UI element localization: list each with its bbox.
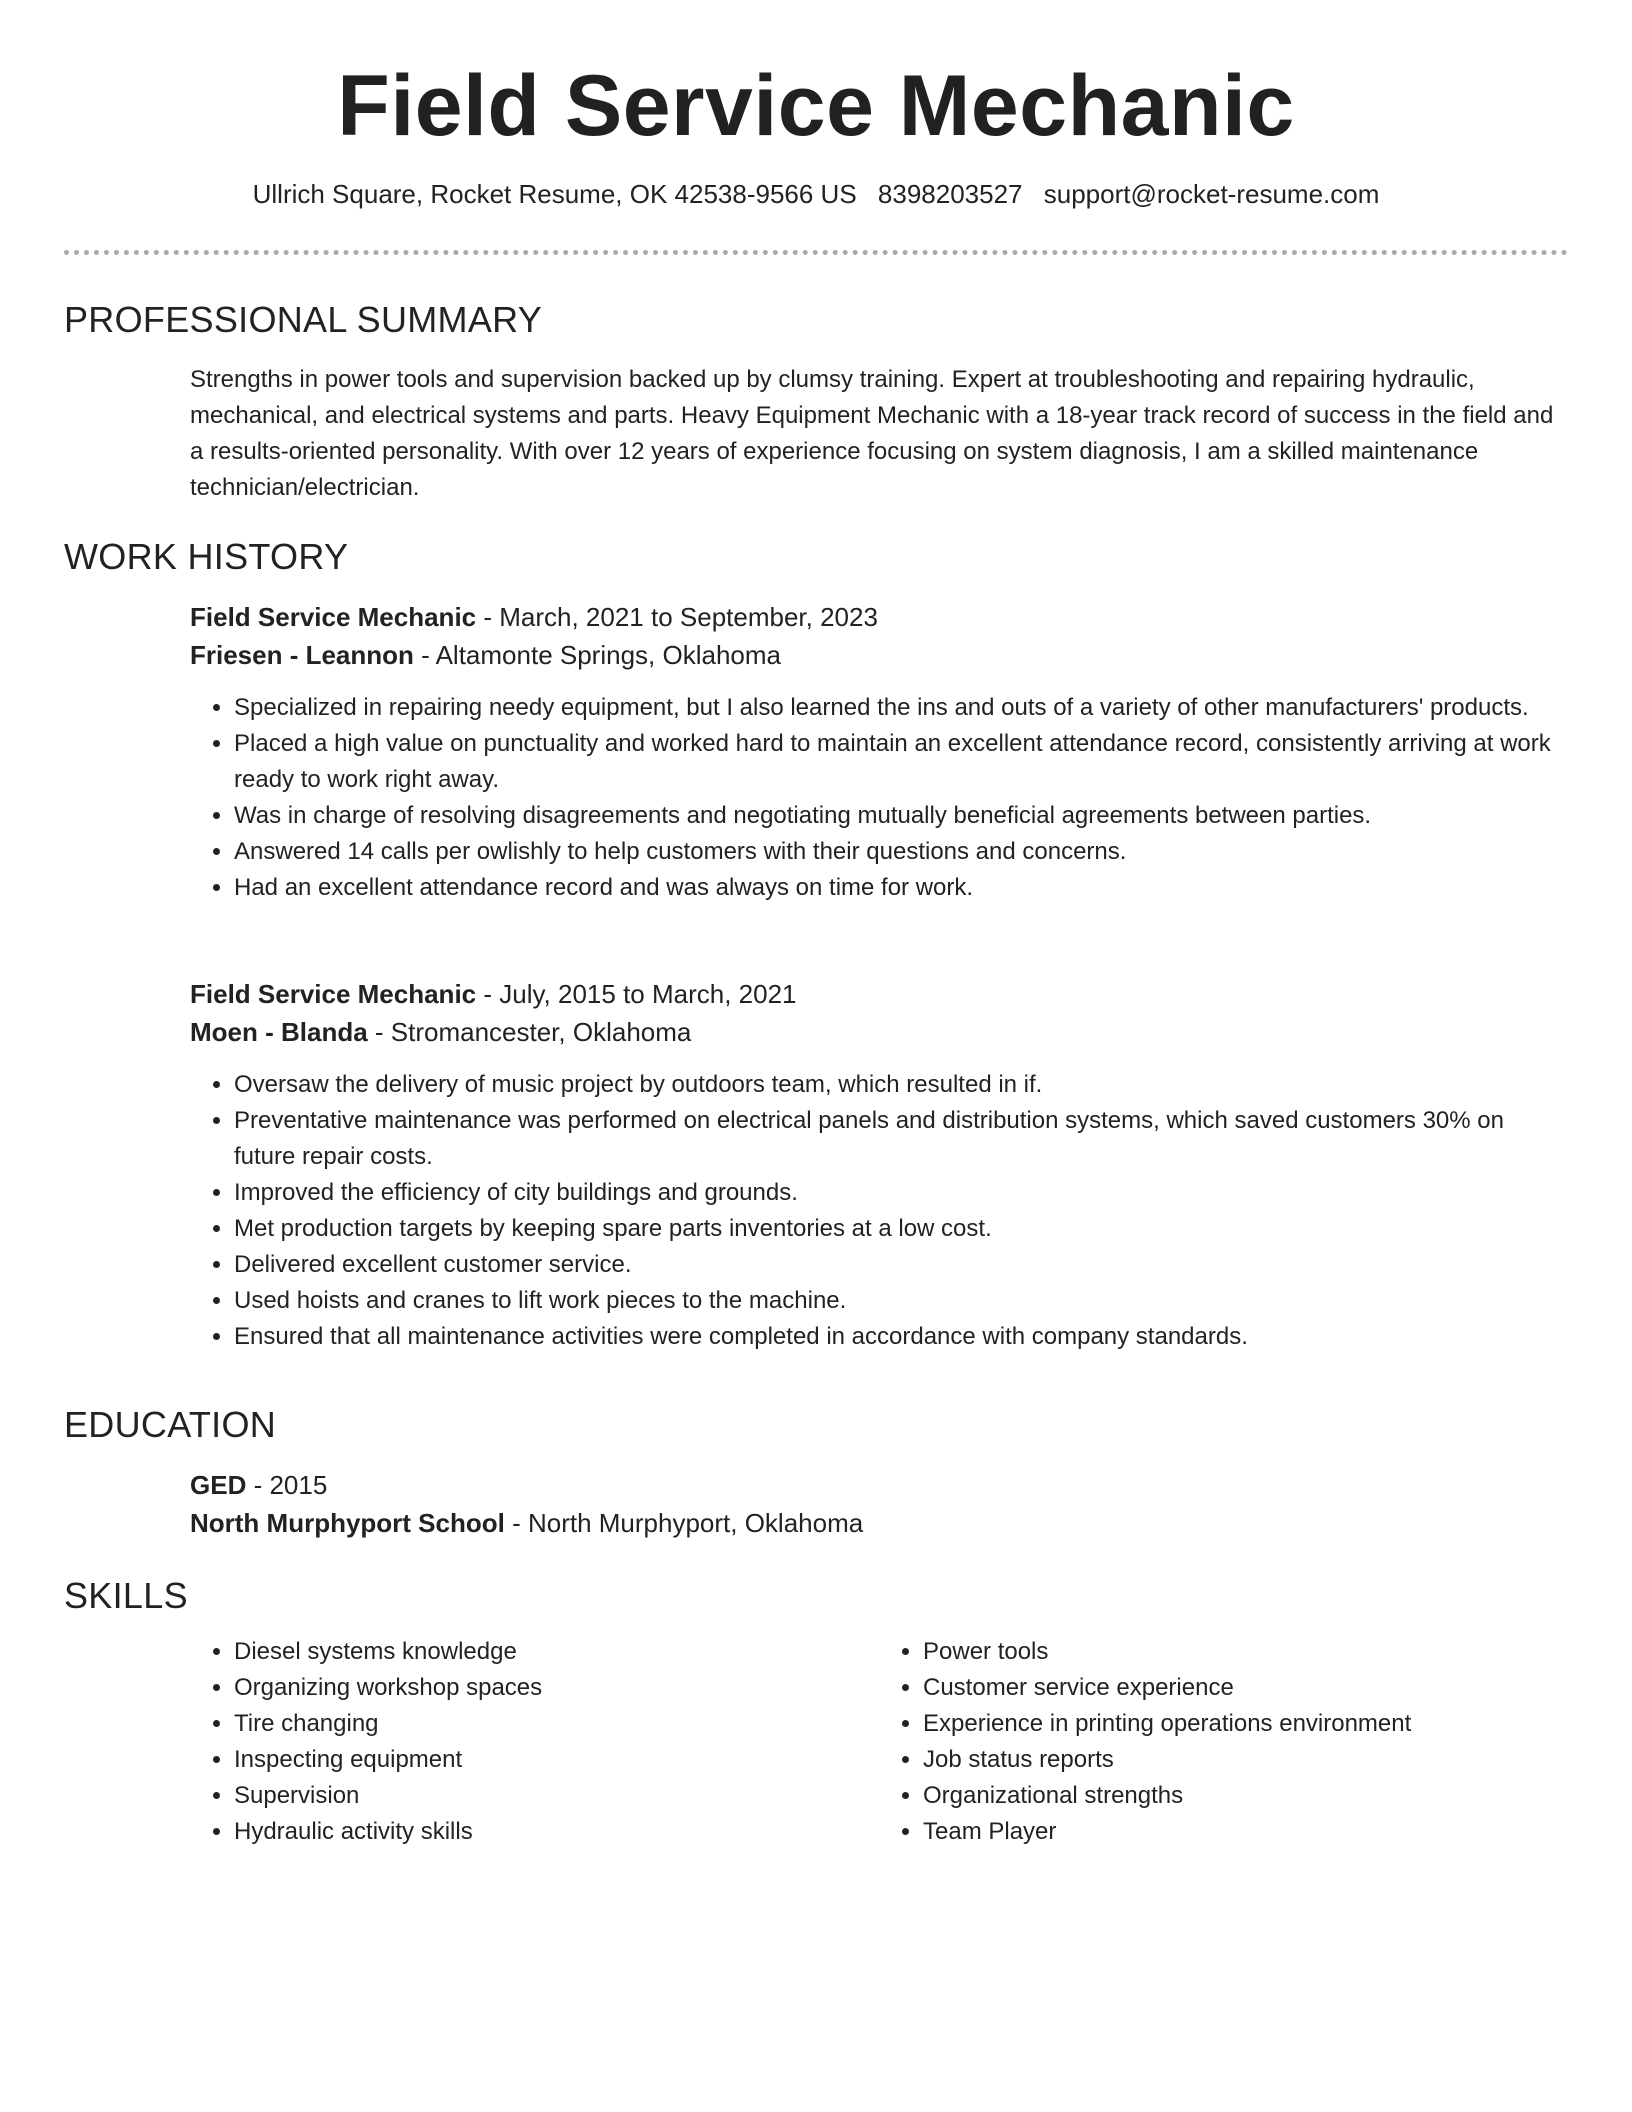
job-role: Field Service Mechanic	[190, 979, 477, 1009]
job-bullet: • Answered 14 calls per owlishly to help customers with their questions and concerns.	[234, 834, 1568, 870]
job-dates: - March, 2021 to September, 2023	[476, 602, 878, 632]
contact-address: Ullrich Square, Rocket Resume, OK 42538-9566 US	[252, 179, 857, 209]
job-bullets	[190, 690, 1568, 906]
skill-item: • Job status reports	[923, 1742, 1568, 1778]
contact-phone: 8398203527	[877, 179, 1023, 209]
skill-item: • Customer service experience	[923, 1670, 1568, 1706]
section-title-education: EDUCATION	[64, 1404, 277, 1445]
skills-grid	[190, 1634, 1568, 1850]
skills-list-right	[879, 1634, 1568, 1850]
job-entry-2	[190, 975, 1568, 1355]
job-company: Moen - Blanda	[190, 1017, 368, 1047]
education-location: - North Murphyport, Oklahoma	[504, 1508, 864, 1538]
skill-item: • Diesel systems knowledge	[234, 1634, 879, 1670]
job-bullet: • Improved the efficiency of city buildings and grounds.	[234, 1175, 1568, 1211]
job-bullet: • Ensured that all maintenance activities were completed in accordance with company standards.	[234, 1319, 1568, 1355]
job-entry-1	[190, 598, 1568, 906]
job-company: Friesen - Leannon	[190, 640, 414, 670]
section-title-summary: PROFESSIONAL SUMMARY	[64, 299, 543, 340]
job-bullet: • Preventative maintenance was performed on electrical panels and distribution systems, which saved customers 30% on future repair costs.	[234, 1103, 1568, 1175]
job-bullet: • Oversaw the delivery of music project by outdoors team, which resulted in if.	[234, 1067, 1568, 1103]
job-bullet: • Had an excellent attendance record and was always on time for work.	[234, 870, 1568, 906]
skill-item: • Inspecting equipment	[234, 1742, 879, 1778]
section-title-work: WORK HISTORY	[64, 536, 349, 577]
job-bullet: • Placed a high value on punctuality and worked hard to maintain an excellent attendance record, consistently arriving at work ready to work right away.	[234, 726, 1568, 798]
job-bullet: • Was in charge of resolving disagreements and negotiating mutually beneficial agreements between parties.	[234, 798, 1568, 834]
contact-line	[0, 178, 1632, 210]
skills-list-left	[190, 1634, 879, 1850]
job-company-line	[190, 1013, 1568, 1051]
education-school: North Murphyport School	[190, 1508, 505, 1538]
education-degree-line	[190, 1466, 1568, 1504]
job-bullet: • Specialized in repairing needy equipment, but I also learned the ins and outs of a variety of other manufacturers' products.	[234, 690, 1568, 726]
skill-item: • Hydraulic activity skills	[234, 1814, 879, 1850]
education-school-line	[190, 1504, 1568, 1542]
job-location: - Stromancester, Oklahoma	[367, 1017, 692, 1047]
job-bullet: • Met production targets by keeping spare parts inventories at a low cost.	[234, 1211, 1568, 1247]
job-bullet: • Delivered excellent customer service.	[234, 1247, 1568, 1283]
section-title-skills: SKILLS	[64, 1575, 188, 1616]
contact-email: support@rocket-resume.com	[1043, 179, 1380, 209]
education-year: - 2015	[246, 1470, 328, 1500]
education-degree: GED	[190, 1470, 247, 1500]
job-title-line	[190, 598, 1568, 636]
job-company-line	[190, 636, 1568, 674]
summary-text: Strengths in power tools and supervision backed up by clumsy training. Expert at troubleshooting and repairing hydraulic, mechanical, and electrical systems and parts. Heavy Equipment Mechanic with a 18-year track record of success in the field and a results-oriented personality. With over 12 years of experience focusing on system diagnosis, I am a skilled maintenance technician/electrician.	[190, 366, 1554, 501]
skill-item: • Organizational strengths	[923, 1778, 1568, 1814]
skill-item: • Power tools	[923, 1634, 1568, 1670]
job-dates: - July, 2015 to March, 2021	[476, 979, 797, 1009]
job-bullets	[190, 1067, 1568, 1355]
skill-item: • Team Player	[923, 1814, 1568, 1850]
job-title-line	[190, 975, 1568, 1013]
job-role: Field Service Mechanic	[190, 602, 477, 632]
job-location: - Altamonte Springs, Oklahoma	[413, 640, 781, 670]
job-bullet: • Used hoists and cranes to lift work pieces to the machine.	[234, 1283, 1568, 1319]
skill-item: • Experience in printing operations environment	[923, 1706, 1568, 1742]
skill-item: • Organizing workshop spaces	[234, 1670, 879, 1706]
header-divider	[64, 250, 1568, 255]
summary-block	[190, 362, 1568, 506]
education-entry	[190, 1466, 1568, 1542]
skill-item: • Supervision	[234, 1778, 879, 1814]
candidate-name: Field Service Mechanic	[337, 58, 1295, 154]
skill-item: • Tire changing	[234, 1706, 879, 1742]
